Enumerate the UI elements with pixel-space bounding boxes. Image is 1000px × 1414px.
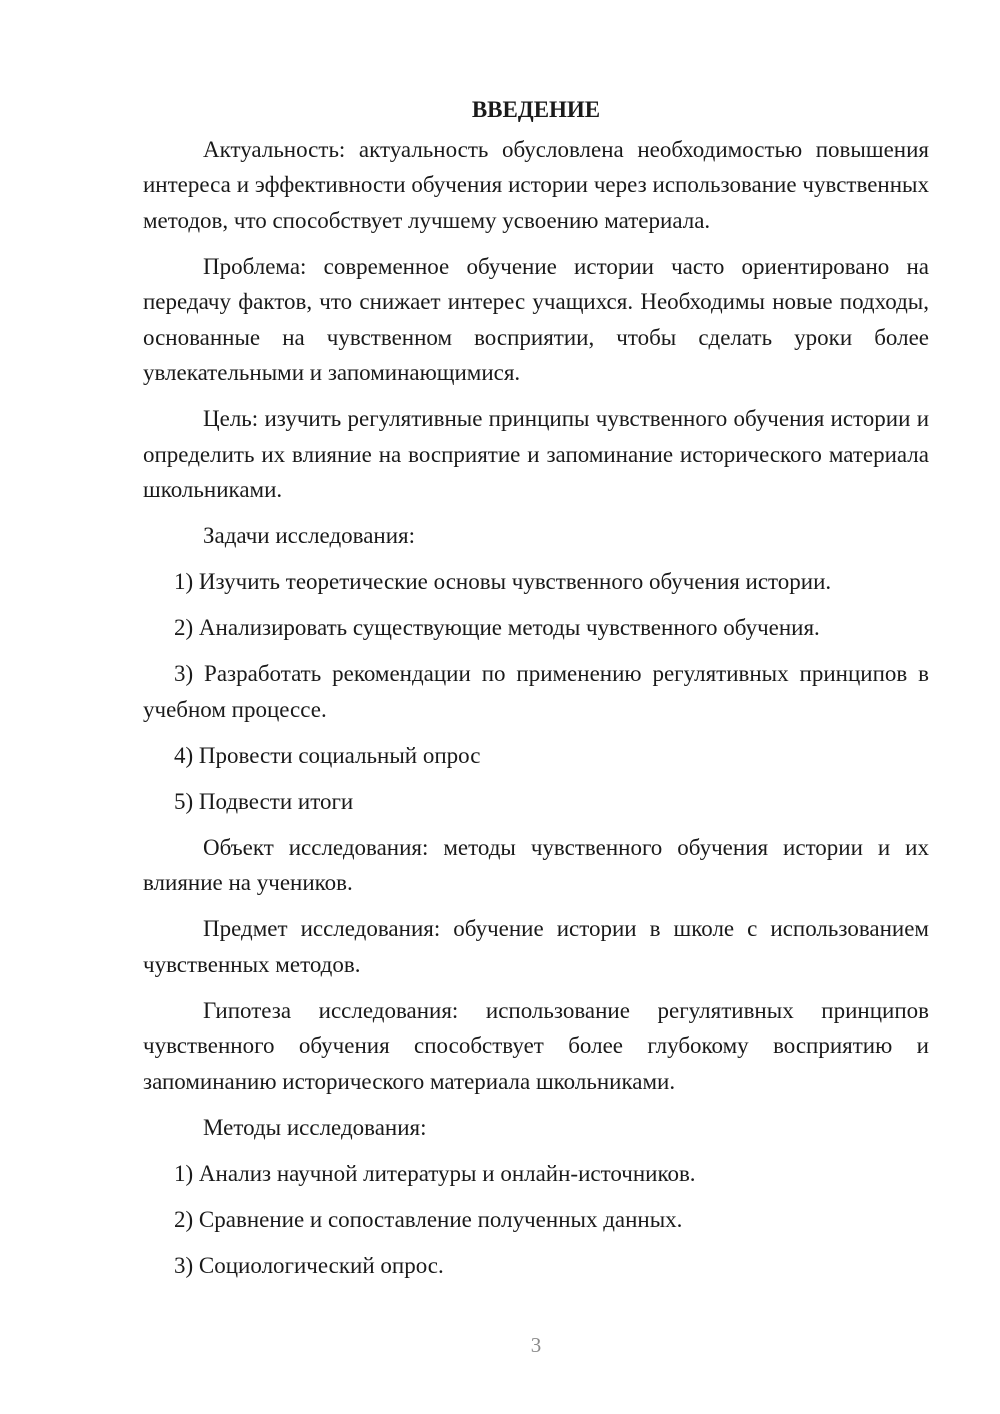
task-item-1: 1) Изучить теоретические основы чувственного обучения истории. [174, 569, 832, 594]
section-title: ВВЕДЕНИЕ [471, 97, 601, 122]
task-item-3: 3) Разработать рекомендации по применению регулятивных принципов в учебном процессе. [143, 661, 929, 722]
paragraph-tasks-heading: Задачи исследования: [203, 523, 416, 548]
task-item-5: 5) Подвести итоги [174, 788, 354, 814]
task-item-2: 2) Анализировать существующие методы чувственного обучения. [174, 615, 820, 640]
paragraph-goal: Цель: изучить регулятивные принципы чувственного обучения истории и определить их влияние на восприятие и запоминание исторического материала школьниками. [143, 406, 929, 502]
paragraph-subject: Предмет исследования: обучение истории в школе с использованием чувственных методов. [143, 916, 929, 977]
method-item-1: 1) Анализ научной литературы и онлайн-источников. [174, 1160, 696, 1186]
method-item-3: 3) Социологический опрос. [174, 1252, 444, 1278]
method-item-2: 2) Сравнение и сопоставление полученных данных. [174, 1206, 683, 1232]
task-item-4: 4) Провести социальный опрос [174, 742, 481, 768]
page-number: 3 [530, 1333, 542, 1357]
paragraph-methods-heading: Методы исследования: [203, 1114, 427, 1140]
paragraph-hypothesis: Гипотеза исследования: использование регулятивных принципов чувственного обучения способствует более глубокому восприятию и запоминанию исторического материала школьниками. [143, 997, 929, 1094]
paragraph-relevance: Актуальность: актуальность обусловлена необходимостью повышения интереса и эффективности обучения истории через использование чувственных методов, что способствует лучшему усвоению материала. [143, 136, 929, 233]
paragraph-object: Объект исследования: методы чувственного обучения истории и их влияние на учеников. [143, 834, 929, 895]
page-content [143, 92, 929, 1294]
paragraph-problem: Проблема: современное обучение истории часто ориентировано на передачу фактов, что снижает интерес учащихся. Необходимы новые подходы, основанные на чувственном восприятии, чтобы сделать уроки более увлекательными и запоминающимися. [143, 253, 929, 385]
